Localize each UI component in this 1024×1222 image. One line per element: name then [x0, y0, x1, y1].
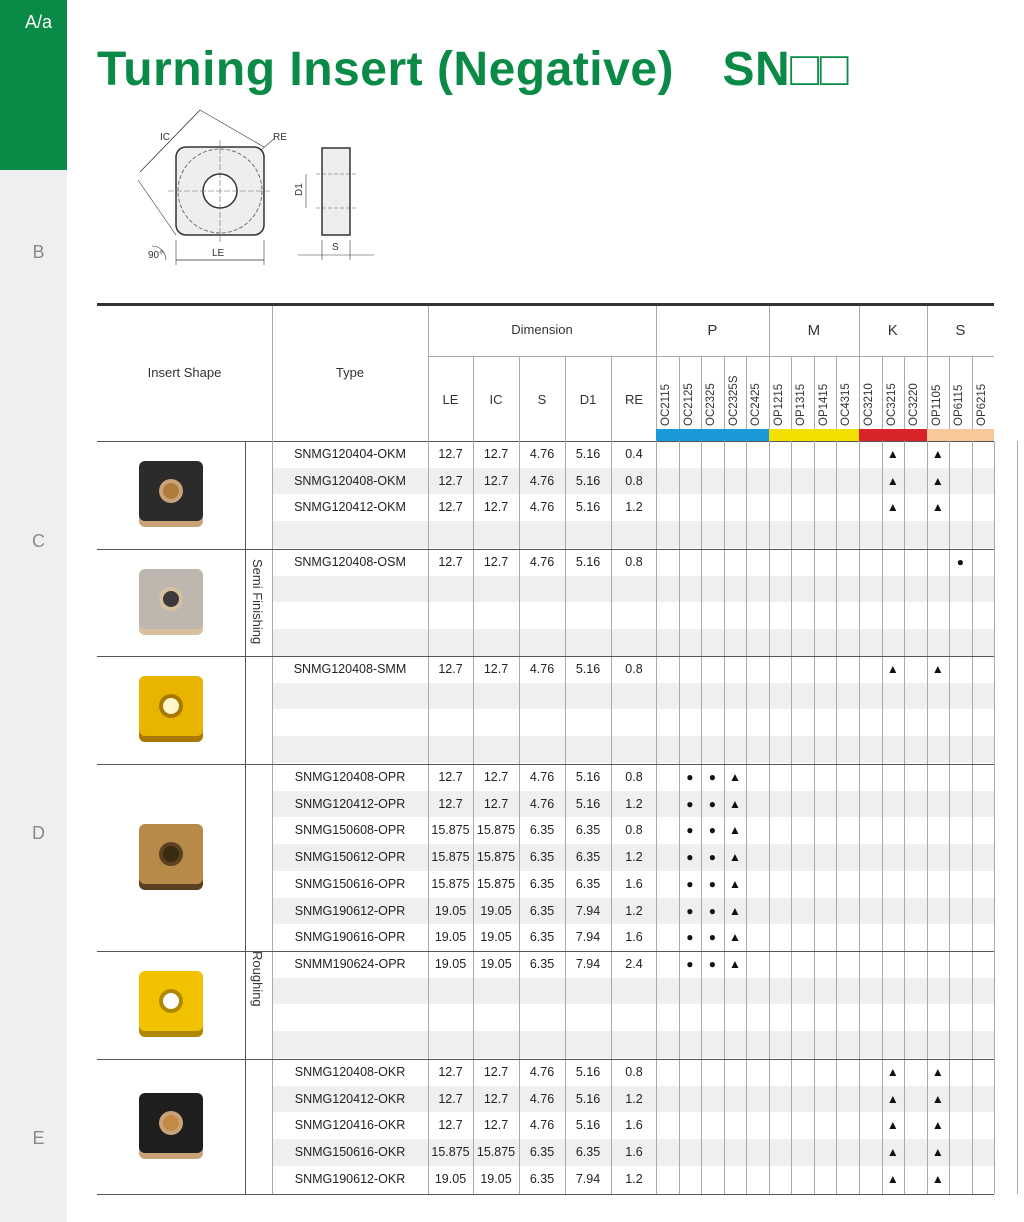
header-divider [428, 356, 429, 441]
row-re: 1.6 [625, 1118, 643, 1133]
row-d1: 7.94 [575, 903, 601, 918]
row-ic: 12.7 [483, 1065, 509, 1079]
group-color-bar-k [859, 429, 927, 441]
grade-mark: ▲ [886, 1171, 899, 1186]
grid-line [272, 441, 273, 1194]
sidebar-tab-a[interactable]: A/a [24, 12, 53, 32]
grid-line [927, 441, 928, 1194]
row-re: 1.2 [625, 903, 643, 918]
grade-header: OC3220 [908, 383, 921, 426]
grade-header: OC2325 [705, 383, 718, 426]
insert-image-gold-square [137, 674, 205, 751]
header-dim-le: LE [442, 392, 459, 407]
grid-line [679, 441, 680, 1194]
header-group-s: S [955, 322, 966, 339]
grade-mark: ▲ [886, 1118, 899, 1133]
row-d1: 5.16 [575, 662, 601, 676]
grade-header: OP6215 [975, 383, 988, 426]
row-d1: 7.94 [575, 930, 601, 945]
group-divider [656, 306, 657, 441]
insert-image-gold-flat [137, 969, 205, 1046]
grade-mark: ● [956, 555, 965, 569]
row-d1: 7.94 [575, 957, 601, 971]
row-re: 1.6 [625, 876, 643, 891]
grade-header: OC3210 [862, 383, 875, 426]
grade-header: OP1315 [795, 383, 808, 426]
group-divider [927, 306, 928, 441]
grid-line [814, 441, 815, 1194]
grade-header: OC2125 [682, 383, 695, 426]
grade-divider [791, 356, 792, 429]
row-re: 0.8 [625, 1065, 643, 1079]
header-divider [565, 356, 566, 441]
group-color-bar-m [769, 429, 859, 441]
row-type: SNMG120412-OPR [294, 796, 406, 811]
header-divider [519, 356, 520, 441]
grade-mark: ● [708, 930, 716, 945]
row-s: 4.76 [529, 500, 555, 515]
row-type: SNMG120416-OKR [294, 1118, 406, 1133]
header-dim-d1: D1 [579, 392, 597, 407]
grid-line [565, 441, 566, 1194]
row-s: 6.35 [529, 850, 555, 865]
grade-mark: ● [708, 957, 716, 971]
grade-mark: ▲ [931, 500, 944, 515]
row-type: SNMG150608-OPR [294, 823, 406, 838]
grid-line [724, 441, 725, 1194]
row-ic: 19.05 [480, 903, 512, 918]
row-d1: 5.16 [575, 1065, 601, 1079]
row-re: 0.8 [625, 473, 643, 488]
row-le: 15.875 [431, 876, 470, 891]
section-border [97, 951, 994, 952]
row-ic: 12.7 [483, 500, 509, 515]
category-semi-finishing: Semi Finishing [250, 559, 265, 645]
row-ic: 15.875 [476, 876, 516, 891]
page-title: Turning Insert (Negative) SN□□ [97, 43, 850, 96]
row-ic: 15.875 [476, 1145, 516, 1160]
grid-line [882, 441, 883, 1194]
row-stripe [272, 1031, 994, 1058]
header-divider [656, 356, 994, 357]
row-le: 12.7 [438, 500, 463, 515]
row-ic: 12.7 [483, 662, 509, 676]
grade-header: OP6115 [953, 384, 966, 426]
row-type: SNMG120412-OKR [294, 1091, 406, 1106]
row-re: 1.2 [625, 1091, 643, 1106]
row-ic: 12.7 [483, 796, 509, 811]
grade-header: OC2425 [750, 383, 763, 426]
row-d1: 5.16 [575, 500, 601, 515]
group-divider [859, 306, 860, 441]
grade-divider [701, 356, 702, 429]
grid-line [791, 441, 792, 1194]
grade-divider [949, 356, 950, 429]
row-d1: 5.16 [575, 447, 601, 461]
row-s: 4.76 [529, 770, 555, 784]
grade-header: OC2115 [660, 384, 672, 426]
grade-mark: ▲ [728, 903, 741, 918]
grade-mark: ▲ [728, 930, 741, 945]
grade-mark: ▲ [931, 1171, 944, 1186]
grid-line [836, 441, 837, 1194]
grid-line [1017, 441, 1018, 1194]
row-s: 4.76 [529, 1065, 555, 1079]
grade-header: OP1215 [772, 383, 785, 426]
row-s: 4.76 [529, 1091, 555, 1106]
grade-header: OP1105 [930, 384, 943, 426]
category-divider [245, 441, 246, 1194]
row-s: 4.76 [529, 447, 555, 461]
row-d1: 6.35 [575, 1145, 601, 1160]
grade-mark: ● [708, 903, 716, 918]
header-group-m: M [807, 322, 821, 339]
row-ic: 19.05 [480, 957, 512, 971]
insert-side-view [322, 148, 350, 235]
row-le: 12.7 [438, 447, 463, 461]
row-re: 2.4 [625, 957, 643, 971]
row-type: SNMG120412-OKM [294, 500, 406, 515]
row-d1: 6.35 [575, 876, 601, 891]
grade-mark: ● [708, 770, 716, 784]
grade-mark: ● [686, 930, 694, 945]
row-stripe [272, 521, 994, 548]
section-border [97, 764, 994, 765]
header-divider [473, 356, 474, 441]
row-ic: 12.7 [483, 1091, 509, 1106]
row-le: 12.7 [438, 1091, 463, 1106]
header-group-k: K [887, 322, 898, 339]
label-re: RE [273, 132, 287, 143]
grade-mark: ▲ [931, 662, 944, 676]
grade-mark: ▲ [728, 957, 741, 971]
insert-image-black-square [137, 1091, 205, 1168]
grade-mark: ▲ [886, 1145, 899, 1160]
row-stripe [272, 736, 994, 763]
grade-divider [836, 356, 837, 429]
grade-header: OP1415 [817, 383, 830, 426]
row-re: 1.2 [625, 1171, 643, 1186]
row-le: 19.05 [434, 930, 467, 945]
section-border [97, 1059, 994, 1060]
row-type: SNMG190612-OKR [294, 1171, 406, 1186]
grade-mark: ▲ [886, 1065, 899, 1079]
grade-divider [972, 356, 973, 429]
row-type: SNMG120408-SMM [293, 662, 407, 676]
grid-line [428, 441, 429, 1194]
row-le: 19.05 [434, 1171, 467, 1186]
header-divider [611, 356, 612, 441]
row-d1: 5.16 [575, 555, 601, 569]
row-le: 19.05 [434, 957, 467, 971]
grade-mark: ▲ [931, 1145, 944, 1160]
grid-line [701, 441, 702, 1194]
row-le: 15.875 [431, 823, 470, 838]
grade-mark: ▲ [886, 473, 899, 488]
grade-divider [746, 356, 747, 429]
grade-divider [724, 356, 725, 429]
grade-header: OC3215 [885, 383, 898, 426]
row-s: 4.76 [529, 662, 555, 676]
header-dim-ic: IC [489, 392, 503, 407]
header-insert-shape: Insert Shape [147, 365, 222, 380]
row-s: 6.35 [529, 903, 555, 918]
grade-header: OC2325S [727, 375, 740, 426]
row-type: SNMG120408-OPR [294, 770, 406, 784]
row-ic: 12.7 [483, 555, 509, 569]
row-d1: 6.35 [575, 823, 601, 838]
grade-mark: ● [686, 876, 694, 891]
row-type: SNMG120408-OKR [294, 1065, 406, 1079]
grade-mark: ● [686, 957, 694, 971]
grade-mark: ● [708, 850, 716, 865]
grade-mark: ● [686, 770, 694, 784]
row-stripe [272, 576, 994, 603]
grade-mark: ▲ [886, 447, 899, 461]
group-color-bar-p [656, 429, 769, 441]
row-ic: 12.7 [483, 770, 509, 784]
row-re: 1.2 [625, 850, 643, 865]
grade-mark: ▲ [728, 850, 741, 865]
grade-mark: ● [686, 850, 694, 865]
label-ic: IC [160, 132, 170, 143]
grid-line [994, 441, 995, 1194]
grade-divider [679, 356, 680, 429]
grade-mark: ▲ [931, 1118, 944, 1133]
row-ic: 15.875 [476, 823, 516, 838]
grade-mark: ● [686, 823, 694, 838]
grade-mark: ▲ [931, 447, 944, 461]
row-le: 15.875 [431, 850, 470, 865]
label-s: S [332, 242, 339, 253]
insert-dimension-diagram [130, 100, 380, 270]
grade-mark: ▲ [728, 770, 741, 784]
row-ic: 12.7 [483, 473, 509, 488]
grade-mark: ● [686, 903, 694, 918]
row-le: 12.7 [438, 662, 463, 676]
label-le: LE [212, 248, 225, 259]
row-re: 1.2 [625, 796, 643, 811]
row-stripe [272, 978, 994, 1005]
row-le: 12.7 [438, 1065, 463, 1079]
row-s: 4.76 [529, 555, 555, 569]
grade-divider [904, 356, 905, 429]
row-le: 12.7 [438, 770, 463, 784]
row-d1: 7.94 [575, 1171, 601, 1186]
header-group-p: P [707, 322, 718, 339]
grid-line [746, 441, 747, 1194]
row-s: 6.35 [529, 876, 555, 891]
sidebar [0, 0, 67, 1222]
grid-line [656, 441, 657, 1194]
row-ic: 12.7 [483, 1118, 509, 1133]
sidebar-tab-e[interactable]: E [32, 1128, 45, 1148]
row-type: SNMG150616-OPR [294, 876, 406, 891]
row-s: 6.35 [529, 1145, 555, 1160]
grade-mark: ● [686, 796, 694, 811]
row-re: 0.8 [625, 770, 643, 784]
row-re: 1.2 [625, 500, 643, 515]
sidebar-tab-c[interactable]: C [32, 531, 45, 551]
grade-mark: ▲ [931, 1091, 944, 1106]
group-divider [769, 306, 770, 441]
row-stripe [272, 629, 994, 656]
row-type: SNMG150612-OPR [294, 850, 406, 865]
row-le: 19.05 [434, 903, 467, 918]
row-s: 6.35 [529, 930, 555, 945]
row-re: 1.6 [625, 1145, 643, 1160]
row-type: SNMG190616-OPR [294, 930, 406, 945]
row-re: 0.8 [625, 662, 643, 676]
row-type: SNMM190624-OPR [294, 957, 406, 971]
grade-mark: ▲ [728, 796, 741, 811]
section-border [97, 656, 994, 657]
insert-image-dark-square [137, 459, 205, 536]
grid-line [769, 441, 770, 1194]
row-ic: 19.05 [480, 1171, 512, 1186]
header-dim-s: S [537, 392, 547, 407]
grid-line [473, 441, 474, 1194]
label-d1: D1 [294, 183, 305, 196]
header-dimension: Dimension [511, 322, 573, 337]
grade-mark: ▲ [886, 662, 899, 676]
row-s: 6.35 [529, 1171, 555, 1186]
row-re: 1.6 [625, 930, 643, 945]
grid-line [949, 441, 950, 1194]
grade-mark: ▲ [931, 1065, 944, 1079]
row-re: 0.8 [625, 555, 643, 569]
row-s: 6.35 [529, 957, 555, 971]
row-s: 4.76 [529, 796, 555, 811]
label-angle: 90° [148, 250, 164, 261]
row-le: 12.7 [438, 1118, 463, 1133]
section-border [97, 1194, 994, 1195]
row-re: 0.8 [625, 823, 643, 838]
row-s: 4.76 [529, 473, 555, 488]
grade-mark: ● [708, 876, 716, 891]
grade-divider [882, 356, 883, 429]
header-type: Type [335, 365, 365, 380]
row-ic: 15.875 [476, 850, 516, 865]
section-border [97, 549, 994, 550]
row-le: 12.7 [438, 796, 463, 811]
row-d1: 5.16 [575, 770, 601, 784]
row-ic: 12.7 [483, 447, 509, 461]
row-type: SNMG120408-OSM [294, 555, 406, 569]
sidebar-tab-d[interactable]: D [32, 823, 45, 843]
row-type: SNMG150616-OKR [294, 1145, 406, 1160]
row-stripe [272, 683, 994, 710]
grid-line [859, 441, 860, 1194]
grade-mark: ● [708, 823, 716, 838]
row-type: SNMG120408-OKM [294, 473, 406, 488]
sidebar-tab-b[interactable]: B [32, 242, 45, 262]
row-type: SNMG120404-OKM [294, 447, 406, 461]
grid-line [611, 441, 612, 1194]
row-le: 12.7 [438, 555, 463, 569]
grid-line [904, 441, 905, 1194]
header-dim-re: RE [624, 392, 644, 407]
group-color-bar-s [927, 429, 995, 441]
grade-mark: ▲ [931, 473, 944, 488]
grade-mark: ● [708, 796, 716, 811]
row-s: 4.76 [529, 1118, 555, 1133]
grid-line [972, 441, 973, 1194]
row-re: 0.4 [625, 447, 643, 461]
row-d1: 5.16 [575, 1091, 601, 1106]
insert-image-silver-square [137, 567, 205, 644]
grade-mark: ▲ [728, 823, 741, 838]
grade-mark: ▲ [728, 876, 741, 891]
row-d1: 6.35 [575, 850, 601, 865]
row-d1: 5.16 [575, 796, 601, 811]
grade-mark: ▲ [886, 1091, 899, 1106]
row-type: SNMG190612-OPR [294, 903, 406, 918]
row-d1: 5.16 [575, 1118, 601, 1133]
grade-header: OC4315 [840, 383, 853, 426]
row-le: 12.7 [438, 473, 463, 488]
insert-image-bronze-square [137, 822, 205, 899]
grade-mark: ▲ [886, 500, 899, 515]
row-le: 15.875 [431, 1145, 470, 1160]
row-s: 6.35 [529, 823, 555, 838]
grid-line [519, 441, 520, 1194]
grade-divider [814, 356, 815, 429]
row-ic: 19.05 [480, 930, 512, 945]
category-roughing: Roughing [250, 951, 265, 1007]
row-d1: 5.16 [575, 473, 601, 488]
